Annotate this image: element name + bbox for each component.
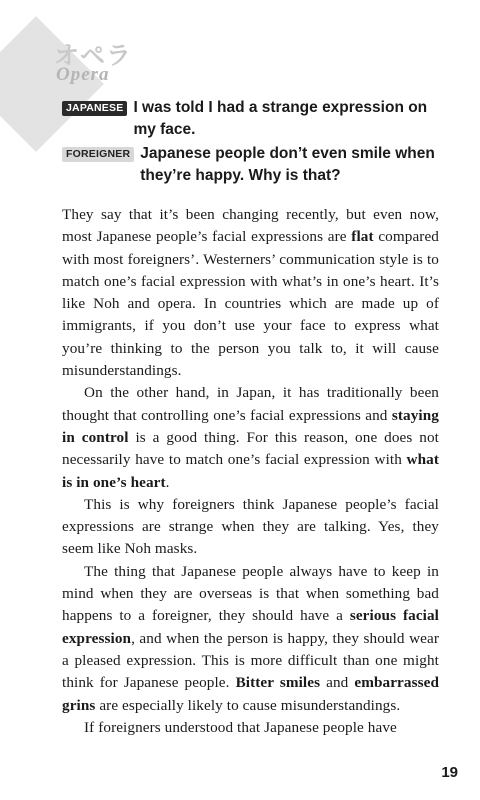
bold-term: serious facial expression	[62, 607, 440, 647]
dialog-line-foreigner	[62, 143, 452, 187]
bold-term: embarrassed grins	[62, 674, 439, 714]
page-number: 19	[441, 764, 458, 781]
bold-term: what is in one’s heart	[62, 451, 439, 491]
paragraph-1: They say that it’s been changing recently, but even now, most Japanese people’s facial expressions are flat compared with most foreigners’. Westerners’ communication style is to match one’s facial expression with what’s in one’s heart. It’s like Noh and opera. In countries which are made up of immigrants, if you don’t use your face to express what you’re thinking to the person you talk to, it will cause misunderstandings.	[62, 206, 439, 380]
chapter-title-japanese: オペラ	[54, 41, 133, 70]
paragraph-5: If foreigners understood that Japanese people have	[84, 718, 397, 736]
body-text	[62, 204, 439, 739]
paragraph-2: On the other hand, in Japan, it has traditionally been thought that controlling one’s facial expressions and staying in control is a good thing. For this reason, one does not necessarily have to match one’s facial expression with what is in one’s heart.	[62, 384, 439, 491]
speaker-tag-foreigner: FOREIGNER	[62, 147, 134, 162]
dialog-box	[62, 97, 452, 189]
bold-term: flat	[351, 228, 374, 246]
speech-japanese: I was told I had a strange expression on my face.	[133, 99, 428, 138]
speech-foreigner: Japanese people don’t even smile when they’re happy. Why is that?	[140, 145, 435, 184]
speaker-tag-japanese: JAPANESE	[62, 101, 127, 116]
chapter-title-english: Opera	[56, 64, 110, 85]
bold-term: staying in control	[62, 406, 439, 446]
dialog-line-japanese	[62, 97, 452, 141]
paragraph-3: This is why foreigners think Japanese people’s facial expressions are strange when they are talking. Yes, they seem like Noh masks.	[62, 495, 439, 558]
bold-term: Bitter smiles	[235, 674, 321, 692]
paragraph-4: The thing that Japanese people always have to keep in mind when they are overseas is that when something bad happens to a foreigner, they should have a serious facial expression, and when the person is happy, they should wear a pleased expression. This is more difficult than one might think for Japanese people. Bitter smiles and embarrassed grins are especially likely to cause misunderstandings.	[62, 562, 440, 714]
